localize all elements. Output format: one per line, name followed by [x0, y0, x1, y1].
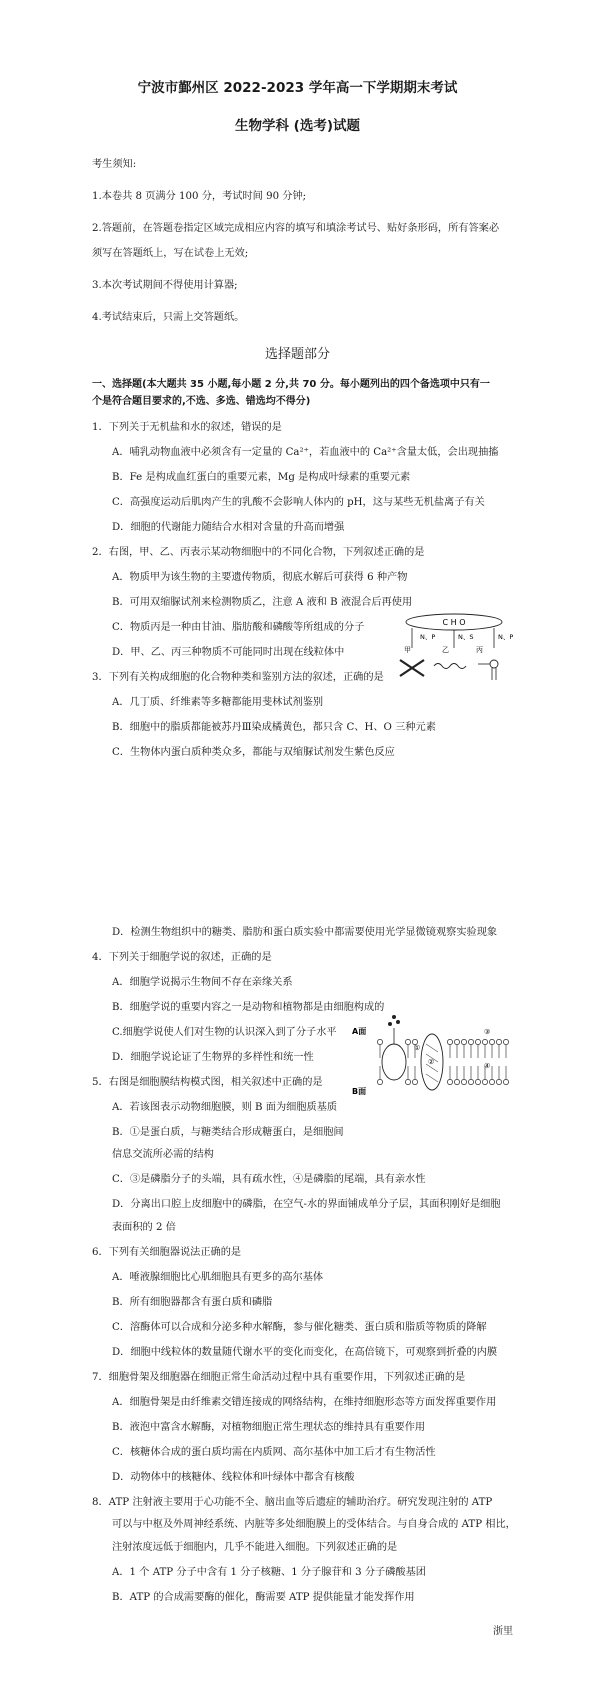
- question-option: B．Fe 是构成血红蛋白的重要元素，Mg 是构成叶绿素的重要元素: [112, 472, 411, 483]
- compound-label: 丙: [476, 646, 483, 654]
- label-num: ②: [428, 1058, 435, 1066]
- phospholipid-head: [468, 1079, 473, 1084]
- section-title: 选择题部分: [264, 347, 330, 362]
- question-stem: 2．右图，甲、乙、丙表示某动物细胞中的不同化合物，下列叙述正确的是: [92, 547, 425, 558]
- page-subtitle: 生物学科 (选考)试题: [234, 118, 361, 134]
- section-instructions: 个是符合题目要求的,不选、多选、错选均不得分): [92, 396, 311, 407]
- question-option: D．细胞的代谢能力随结合水相对含量的升高而增强: [112, 522, 345, 533]
- question-option: B．可用双缩脲试剂来检测物质乙，注意 A 液和 B 液混合后再使用: [112, 597, 413, 608]
- question-stem-continued: 注射浓度远低于细胞内，几乎不能进入细胞。下列叙述正确的是: [112, 1542, 398, 1553]
- question-option: C．核糖体合成的蛋白质均需在内质网、高尔基体中加工后才有生物活性: [112, 1447, 436, 1458]
- phospholipid-head: [503, 1039, 508, 1044]
- phospholipid-head: [454, 1039, 459, 1044]
- question-option: B．细胞中的脂质都能被苏丹Ⅲ染成橘黄色，都只含 C、H、O 三种元素: [112, 722, 436, 733]
- question-option: A．细胞学说揭示生物间不存在亲缘关系: [112, 977, 293, 988]
- question-option: B．细胞学说的重要内容之一是动物和植物都是由细胞构成的: [112, 1002, 385, 1013]
- question-stem-continued: 可以与中枢及外周神经系统、内脏等多处细胞膜上的受体结合。与自身合成的 ATP 相比，: [112, 1519, 516, 1530]
- question-option: A．几丁质、纤维素等多糖都能用斐林试剂鉴别: [112, 697, 324, 708]
- label-num: ④: [484, 1062, 491, 1070]
- chromosome-shape: [400, 660, 424, 676]
- question-option: D．甲、乙、丙三种物质不可能同时出现在线粒体中: [112, 647, 345, 658]
- notice-item: 1.本卷共 8 页满分 100 分，考试时间 90 分钟;: [92, 191, 307, 202]
- page-title: 宁波市鄞州区 2022-2023 学年高一下学期期末考试: [137, 80, 458, 96]
- phospholipid-head: [475, 1079, 480, 1084]
- question-option: C.细胞学说使人们对生物的认识深入到了分子水平: [112, 1027, 337, 1038]
- label-num: ③: [484, 1028, 491, 1036]
- question-option: A．物质甲为该生物的主要遗传物质，彻底水解后可获得 6 种产物: [112, 572, 408, 583]
- question-option: B．所有细胞器都含有蛋白质和磷脂: [112, 1297, 273, 1308]
- element-tag: N、S: [458, 633, 474, 641]
- question-option: A．哺乳动物血液中必须含有一定量的 Ca²⁺，若血液中的 Ca²⁺含量太低，会出现抽搐: [112, 447, 499, 458]
- compound-figure: [398, 612, 514, 684]
- phospholipid-head: [405, 1079, 410, 1084]
- question-option: D．细胞学说论证了生物界的多样性和统一性: [112, 1052, 314, 1063]
- question-option: C．溶酶体可以合成和分泌多种水解酶，参与催化糖类、蛋白质和脂质等物质的降解: [112, 1322, 487, 1333]
- notice-item: 3.本次考试期间不得使用计算器;: [92, 280, 238, 291]
- question-option: D．检测生物组织中的糖类、脂肪和蛋白质实验中都需要使用光学显微镜观察实验现象: [112, 927, 498, 938]
- question-option: A．1 个 ATP 分子中含有 1 分子核糖、1 分子腺苷和 3 分子磷酸基团: [112, 1567, 426, 1578]
- question-option: D．细胞中线粒体的数量随代谢水平的变化而变化，在高倍镜下，可观察到折叠的内膜: [112, 1347, 498, 1358]
- membrane-face-label: B面: [352, 1087, 367, 1096]
- question-option: 信息交流所必需的结构: [112, 1149, 214, 1160]
- compound-label: 乙: [442, 646, 449, 654]
- page-footer: 浙里: [493, 1626, 513, 1637]
- membrane-face-label: A面: [352, 1027, 367, 1036]
- question-stem: 8．ATP 注射液主要用于心功能不全、脑出血等后遗症的辅助治疗。研究发现注射的 ATP: [92, 1497, 493, 1508]
- label-num: ①: [414, 1044, 421, 1052]
- section-instructions: 一、选择题(本大题共 35 小题,每小题 2 分,共 70 分。每小题列出的四个备选项中只有一: [92, 379, 490, 390]
- phospholipid-head: [468, 1039, 473, 1044]
- question-option: C．高强度运动后肌肉产生的乳酸不会影响人体内的 pH，这与某些无机盐离子有关: [112, 497, 485, 508]
- question-option: C．物质丙是一种由甘油、脂肪酸和磷酸等所组成的分子: [112, 622, 365, 633]
- phospholipid-head: [490, 660, 498, 668]
- phospholipid-head: [405, 1039, 410, 1044]
- phospholipid-head: [489, 1079, 494, 1084]
- protein-chain: [434, 664, 466, 669]
- phospholipid-head: [482, 1039, 487, 1044]
- phospholipid-head: [454, 1079, 459, 1084]
- phospholipid-head: [377, 1079, 382, 1084]
- question-stem: 3．下列有关构成细胞的化合物种类和鉴别方法的叙述，正确的是: [92, 672, 384, 683]
- phospholipid-head: [412, 1079, 417, 1084]
- question-option: A．唾液腺细胞比心肌细胞具有更多的高尔基体: [112, 1272, 324, 1283]
- question-option: B．液泡中富含水解酶，对植物细胞正常生理状态的维持具有重要作用: [112, 1422, 426, 1433]
- phospholipid-head: [475, 1039, 480, 1044]
- phospholipid-head: [447, 1079, 452, 1084]
- phospholipid-head: [482, 1079, 487, 1084]
- phospholipid-head: [489, 1039, 494, 1044]
- phospholipid-head: [496, 1039, 501, 1044]
- element-label: C H O: [442, 618, 466, 627]
- notice-item: 须写在答题纸上，写在试卷上无效;: [92, 248, 249, 259]
- question-option: B．ATP 的合成需要酶的催化，酶需要 ATP 提供能量才能发挥作用: [112, 1592, 415, 1603]
- element-tag: N、P: [420, 633, 436, 641]
- question-stem: 4．下列关于细胞学说的叙述，正确的是: [92, 952, 272, 963]
- question-option: C．生物体内蛋白质种类众多，都能与双缩脲试剂发生紫色反应: [112, 747, 395, 758]
- compound-label: 甲: [404, 646, 411, 654]
- phospholipid-head: [496, 1079, 501, 1084]
- question-option: D．动物体中的核糖体、线粒体和叶绿体中都含有核酸: [112, 1472, 355, 1483]
- notice-item: 4.考试结束后，只需上交答题纸。: [92, 312, 245, 323]
- phospholipid-head: [503, 1079, 508, 1084]
- question-option: A．细胞骨架是由纤维素交错连接成的网络结构，在维持细胞形态等方面发挥重要作用: [112, 1397, 497, 1408]
- notice-item: 2.答题前，在答题卷指定区域完成相应内容的填写和填涂考试号、贴好条形码，所有答案必: [92, 223, 500, 234]
- phospholipid-head: [447, 1039, 452, 1044]
- glycoprotein-shape: [382, 1044, 406, 1080]
- phospholipid-head: [461, 1079, 466, 1084]
- question-option: D．分离出口腔上皮细胞中的磷脂，在空气-水的界面铺成单分子层，其面积刚好是细胞: [112, 1199, 501, 1210]
- question-stem: 6．下列有关细胞器说法正确的是: [92, 1247, 242, 1258]
- element-tag: N、P: [498, 633, 514, 641]
- phospholipid-head: [377, 1039, 382, 1044]
- question-stem: 1．下列关于无机盐和水的叙述，错误的是: [92, 422, 282, 433]
- question-option: 表面积的 2 倍: [112, 1222, 176, 1233]
- question-option: A．若该图表示动物细胞膜，则 B 面为细胞质基质: [112, 1102, 338, 1113]
- question-stem: 5．右图是细胞膜结构模式图，相关叙述中正确的是: [92, 1077, 323, 1088]
- notice-heading: 考生须知:: [92, 159, 137, 170]
- question-stem: 7．细胞骨架及细胞器在细胞正常生命活动过程中具有重要作用，下列叙述正确的是: [92, 1372, 466, 1383]
- question-option: C．③是磷脂分子的头端，具有疏水性，④是磷脂的尾端，具有亲水性: [112, 1174, 426, 1185]
- question-option: B．①是蛋白质，与糖类结合形成糖蛋白，是细胞间: [112, 1127, 344, 1138]
- phospholipid-head: [461, 1039, 466, 1044]
- membrane-figure: [350, 1010, 510, 1110]
